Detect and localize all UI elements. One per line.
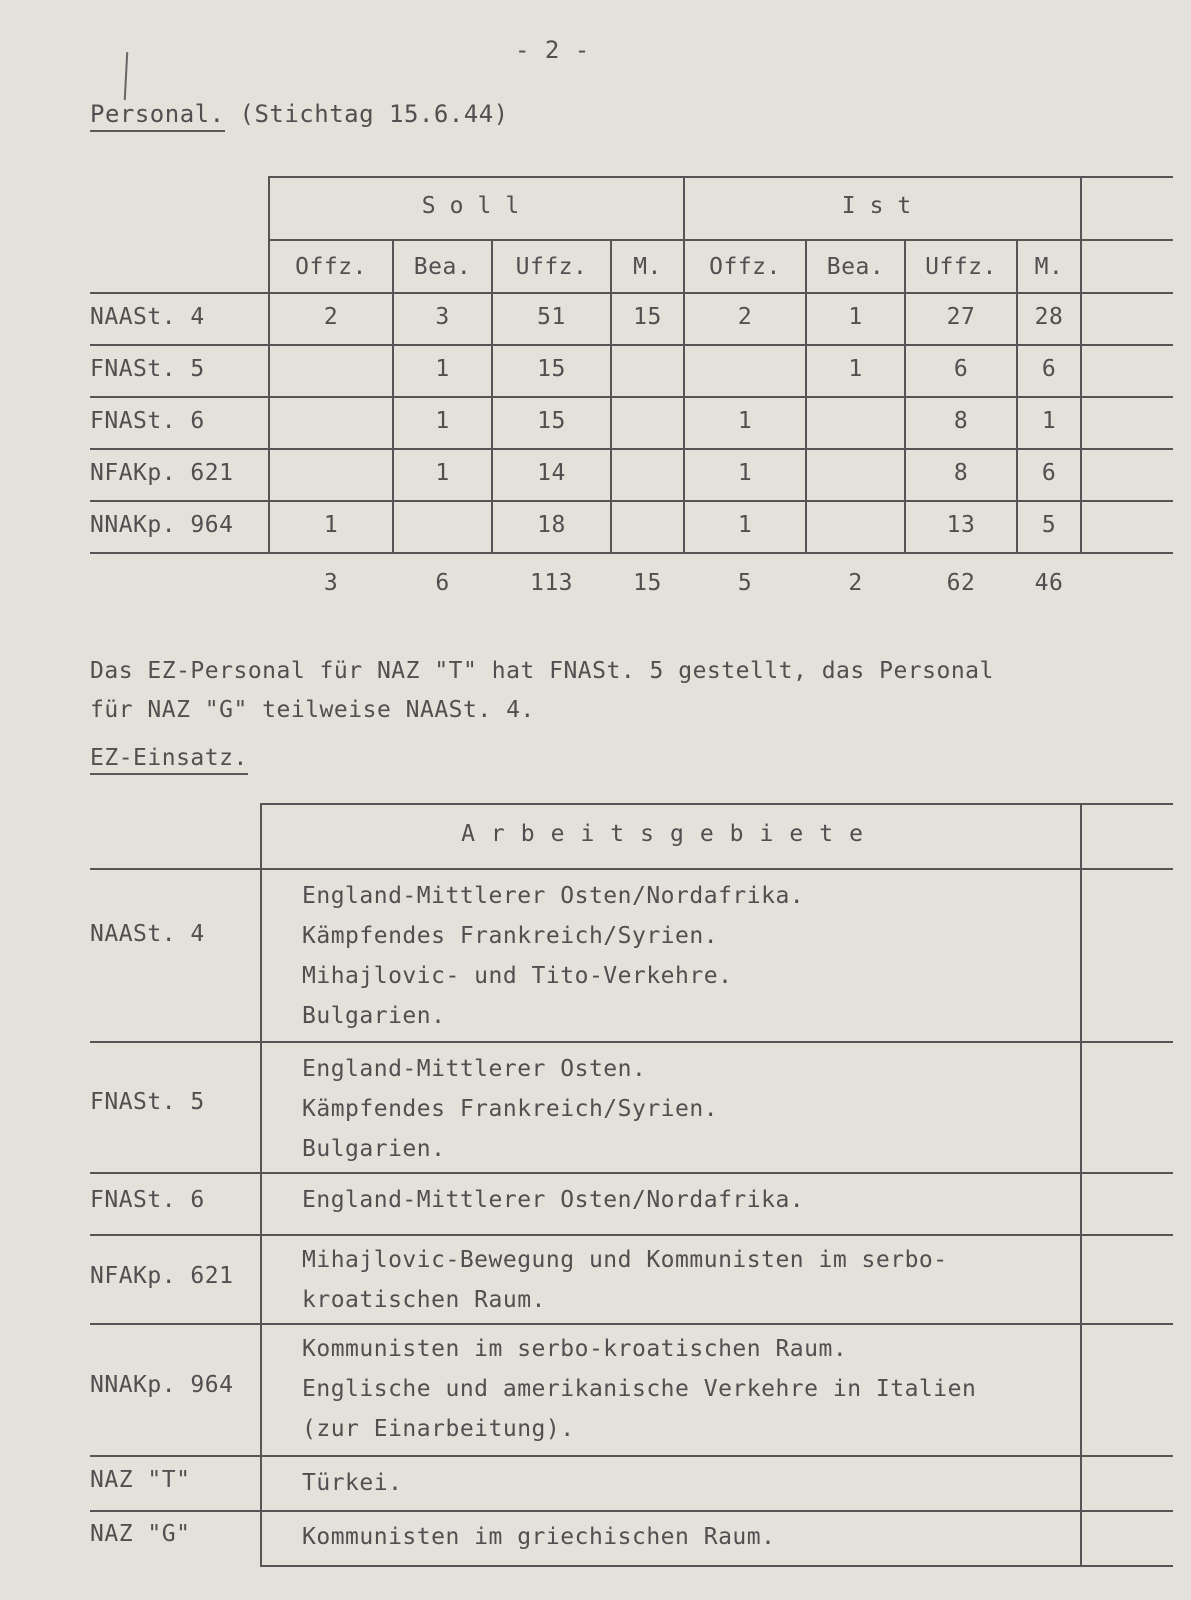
work-area-line: Kommunisten im griechischen Raum. [302,1524,776,1550]
work-area-cell [302,1049,718,1169]
paragraph-line: für NAZ "G" teilweise NAASt. 4. [90,697,535,723]
row-label: FNASt. 6 [90,1187,205,1213]
work-area-line: kroatischen Raum. [302,1287,546,1313]
table-cell: 1 [737,408,753,434]
table-rule [90,552,1173,554]
table-rule [260,1565,1173,1567]
table-rule [90,868,1173,870]
table-rule [1080,176,1082,554]
table-rule [260,803,262,1567]
row-label: FNASt. 6 [90,408,205,434]
group-header-soll: Soll [421,193,534,219]
table-cell: 2 [737,304,753,330]
total-cell: 46 [1034,570,1064,596]
table-rule [90,500,1173,502]
row-label: NAASt. 4 [90,921,205,947]
row-label: FNASt. 5 [90,1089,205,1115]
table-rule [90,1510,1173,1512]
row-label: NAZ "T" [90,1467,191,1493]
table-rule [90,1455,1173,1457]
table-cell: 1 [1041,408,1057,434]
table-rule [491,239,493,554]
table-rule [90,292,1173,294]
section2-title: EZ-Einsatz. [90,745,248,775]
work-area-line: England-Mittlerer Osten/Nordafrika. [302,1187,805,1213]
work-area-line: England-Mittlerer Osten. [302,1056,647,1082]
total-cell: 5 [737,570,753,596]
total-cell: 113 [529,570,574,596]
table-cell: 15 [537,408,566,434]
total-cell: 62 [946,570,976,596]
table-rule [392,239,394,554]
table-cell: 5 [1041,512,1057,538]
total-cell: 2 [848,570,863,596]
table-rule [268,176,270,554]
table-cell: 1 [323,512,339,538]
work-area-cell [302,1240,948,1320]
table-cell: 8 [953,460,969,486]
table-cell: 1 [435,408,450,434]
work-area-cell [302,1517,775,1557]
table-rule [90,448,1173,450]
table-rule [683,176,685,554]
table-cell: 27 [946,304,976,330]
work-area-line: (zur Einarbeitung). [302,1416,575,1442]
row-label: NAZ "G" [90,1521,191,1547]
column-header: M. [633,254,662,280]
column-header: Bea. [826,254,885,280]
work-area-line: Kämpfendes Frankreich/Syrien. [302,1096,719,1122]
table-rule [90,396,1173,398]
work-area-line: Bulgarien. [302,1136,446,1162]
total-cell: 6 [435,570,450,596]
column-header: Bea. [413,254,472,280]
table-cell: 6 [1041,460,1057,486]
work-area-line: Englische und amerikanische Verkehre in Italien [302,1376,977,1402]
table-cell: 15 [537,356,566,382]
section-heading-personal [90,100,509,128]
work-area-cell [302,1329,976,1449]
table-rule [90,344,1173,346]
section-heading-ez-einsatz [90,745,248,771]
work-area-cell [302,876,804,1036]
paragraph-line: Das EZ-Personal für NAZ "T" hat FNASt. 5 gestellt, das Personal [90,658,994,684]
table-rule [904,239,906,554]
heading-date: (Stichtag 15.6.44) [239,100,509,128]
heading-title: Personal. [90,100,225,132]
table-cell: 13 [946,512,976,538]
table-rule [270,239,1173,241]
row-label: FNASt. 5 [90,356,205,382]
table-rule [1016,239,1018,554]
table-cell: 6 [1041,356,1057,382]
work-area-cell [302,1463,402,1503]
table-rule [1080,803,1082,1567]
page-number: - 2 - [515,36,590,64]
table-rule [270,176,1173,178]
column-header: Offz. [709,254,781,280]
table-cell: 3 [435,304,450,330]
margin-mark [124,52,129,100]
table-rule [90,1234,1173,1236]
group-header-ist: Ist [841,193,926,219]
work-area-line: Kommunisten im serbo-kroatischen Raum. [302,1336,848,1362]
table-cell: 2 [323,304,339,330]
column-header: M. [1034,254,1064,280]
work-area-line: Mihajlovic- und Tito-Verkehre. [302,963,733,989]
table-rule [610,239,612,554]
table-cell: 28 [1034,304,1064,330]
work-area-line: Kämpfendes Frankreich/Syrien. [302,923,719,949]
row-label: NNAKp. 964 [90,512,234,538]
body-paragraph [90,652,994,730]
table-cell: 51 [537,304,566,330]
table-cell: 1 [435,460,450,486]
work-area-line: England-Mittlerer Osten/Nordafrika. [302,883,805,909]
total-cell: 15 [633,570,662,596]
column-header: Uffz. [515,254,588,280]
table-rule [90,1172,1173,1174]
row-label: NNAKp. 964 [90,1372,234,1398]
row-label: NFAKp. 621 [90,1263,234,1289]
work-area-cell [302,1180,804,1220]
column-header: Offz. [295,254,367,280]
total-cell: 3 [323,570,339,596]
row-label: NFAKp. 621 [90,460,234,486]
table-rule [90,1041,1173,1043]
table-cell: 8 [953,408,969,434]
table-cell: 1 [848,304,863,330]
column-header: Uffz. [925,254,997,280]
work-area-line: Türkei. [302,1470,403,1496]
table-cell: 1 [435,356,450,382]
table-cell: 18 [537,512,566,538]
table-cell: 15 [633,304,662,330]
table-rule [90,1323,1173,1325]
table-rule [260,803,1173,805]
table-cell: 1 [737,460,753,486]
table-rule [805,239,807,554]
table-cell: 6 [953,356,969,382]
einsatz-header: Arbeitsgebiete [461,821,879,847]
table-cell: 1 [737,512,753,538]
table-cell: 14 [537,460,566,486]
work-area-line: Mihajlovic-Bewegung und Kommunisten im serbo- [302,1247,948,1273]
work-area-line: Bulgarien. [302,1003,446,1029]
table-cell: 1 [848,356,863,382]
row-label: NAASt. 4 [90,304,205,330]
